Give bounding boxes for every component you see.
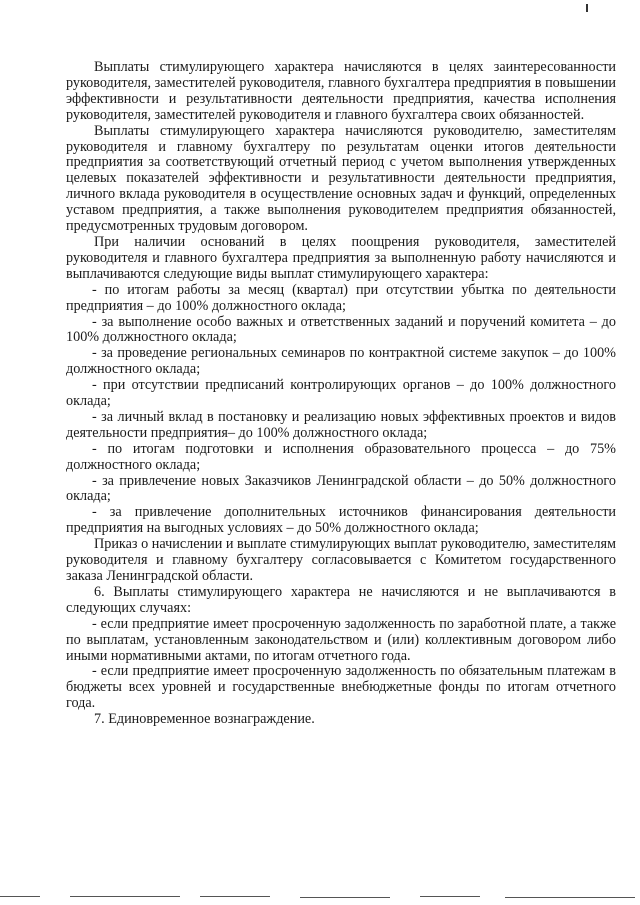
bottom-rule	[70, 896, 180, 897]
section-7-heading: 7. Единовременное вознаграждение.	[94, 711, 315, 728]
paragraph-order: Приказ о начислении и выплате стимулирующих выплат руководителю, заместителям руководителя и главному бухгалтеру согласовывается с Комитетом государственного заказа Ленинградской области.	[66, 536, 616, 584]
paragraph-basis: Выплаты стимулирующего характера начисляются руководителю, заместителям руководителя и главному бухгалтеру по результатам оценки итогов деятельности предприятия за соответствующий отчетный период с учетом выполнения утвержденных целевых показателей эффективности и результативности деятельности предприятия, личного вклада руководителя в осуществление основных задач и функций, определенных уставом предприятия, а также выполнения руководителем предприятия обязанностей, предусмотренных трудовым договором.	[66, 122, 616, 235]
list-item: - за личный вклад в постановку и реализацию новых эффективных проектов и видов деятельности предприятия– до 100% должностного оклада;	[66, 408, 616, 441]
list-item: - по итогам работы за месяц (квартал) при отсутствии убытка по деятельности предприятия – до 100% должностного оклада;	[66, 281, 616, 314]
page-mark	[586, 4, 588, 12]
section-6-heading: 6. Выплаты стимулирующего характера не начисляются и не выплачиваются в следующих случаях:	[66, 583, 616, 616]
paragraph-types-intro: При наличии оснований в целях поощрения руководителя, заместителей руководителя и главного бухгалтера предприятия за выполненную работу начисляются и выплачиваются следующие виды выплат стимулирующего характера:	[66, 233, 616, 282]
list-item: - при отсутствии предписаний контролирующих органов – до 100% должностного оклада;	[66, 377, 616, 410]
list-item: - за выполнение особо важных и ответственных заданий и поручений комитета – до 100% должностного оклада;	[66, 313, 616, 346]
bottom-rule	[200, 896, 270, 897]
bottom-rule	[505, 897, 635, 898]
document-body	[66, 60, 616, 728]
list-item: - за привлечение дополнительных источников финансирования деятельности предприятия на выгодных условиях – до 50% должностного оклада;	[66, 504, 616, 537]
bottom-rule	[0, 896, 40, 897]
list-item: - по итогам подготовки и исполнения образовательного процесса – до 75% должностного оклада;	[66, 440, 616, 473]
list-item: - за проведение региональных семинаров по контрактной системе закупок – до 100% должностного оклада;	[66, 345, 616, 378]
list-item: - за привлечение новых Заказчиков Ленинградской области – до 50% должностного оклада;	[66, 472, 616, 505]
paragraph-purpose: Выплаты стимулирующего характера начисляются в целях заинтересованности руководителя, заместителей руководителя, главного бухгалтера предприятия в повышении эффективности и результативности деятельности предприятия, качества исполнения руководителя, заместителей руководителя и главного бухгалтера своих обязанностей.	[66, 59, 616, 123]
list-item: - если предприятие имеет просроченную задолженность по обязательным платежам в бюджеты всех уровней и государственные внебюджетные фонды по итогам отчетного года.	[66, 663, 616, 712]
bottom-rule	[420, 896, 480, 897]
bottom-rule	[300, 897, 390, 898]
list-item: - если предприятие имеет просроченную задолженность по заработной плате, а также по выплатам, установленным законодательством и (или) коллективным договором либо иными нормативными актами, по итогам отчетного года.	[66, 615, 616, 664]
